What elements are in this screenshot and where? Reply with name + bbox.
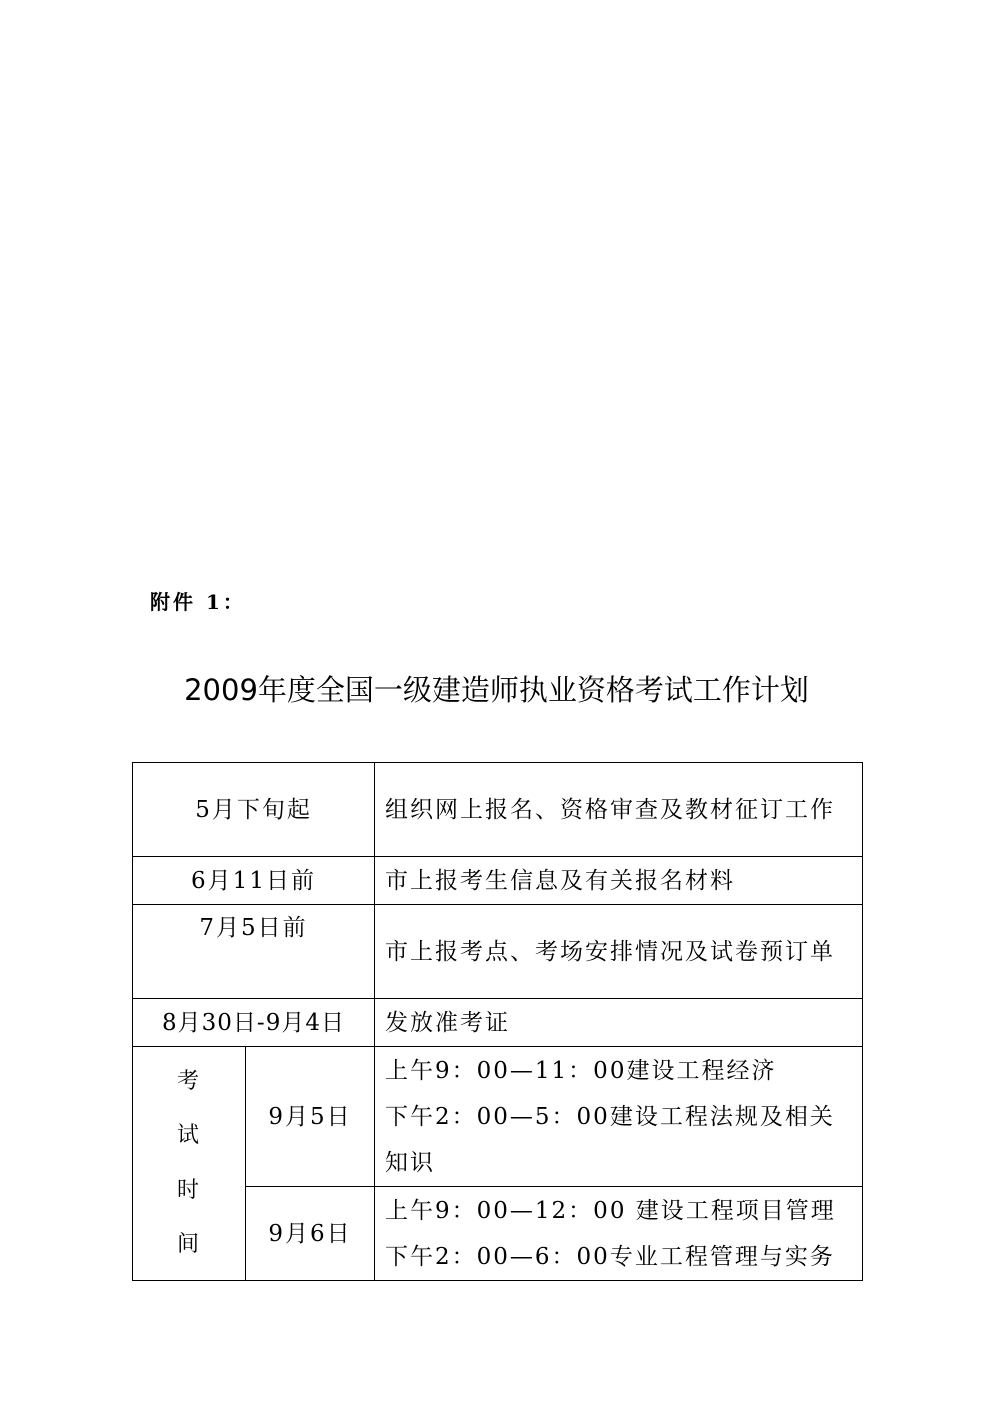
row-description: 市上报考点、考场安排情况及试卷预订单 (375, 905, 863, 999)
exam-day-date: 9月6日 (246, 1187, 375, 1281)
table-row (133, 1047, 863, 1187)
exam-label-char: 试 (176, 1123, 201, 1149)
row-description: 组织网上报名、资格审查及教材征订工作 (375, 763, 863, 857)
table-row (133, 763, 863, 857)
table-row (133, 857, 863, 905)
exam-time-label (133, 1047, 246, 1281)
schedule-table (132, 762, 863, 1281)
exam-day-sessions (375, 1187, 863, 1281)
row-description: 发放准考证 (375, 999, 863, 1047)
row-date: 7月5日前 (133, 905, 375, 999)
attachment-label: 附件 1： (150, 590, 246, 614)
exam-day-date: 9月5日 (246, 1047, 375, 1187)
table-row (133, 999, 863, 1047)
exam-session: 下午2：00—6：00专业工程管理与实务 (385, 1243, 835, 1270)
row-date: 5月下旬起 (133, 763, 375, 857)
exam-day-sessions (375, 1047, 863, 1187)
row-date: 8月30日-9月4日 (133, 999, 375, 1047)
exam-session: 上午9：00—11：00建设工程经济 (385, 1057, 777, 1084)
row-date: 6月11日前 (133, 857, 375, 905)
exam-session: 下午2：00—5：00建设工程法规及相关知识 (385, 1103, 835, 1176)
exam-label-char: 间 (176, 1232, 201, 1258)
table-row (133, 905, 863, 999)
exam-label-char: 时 (176, 1177, 201, 1203)
document-title: 2009年度全国一级建造师执业资格考试工作计划 (184, 673, 809, 707)
exam-session: 上午9：00—12：00 建设工程项目管理 (385, 1197, 836, 1224)
row-description: 市上报考生信息及有关报名材料 (375, 857, 863, 905)
exam-label-char: 考 (176, 1068, 201, 1094)
